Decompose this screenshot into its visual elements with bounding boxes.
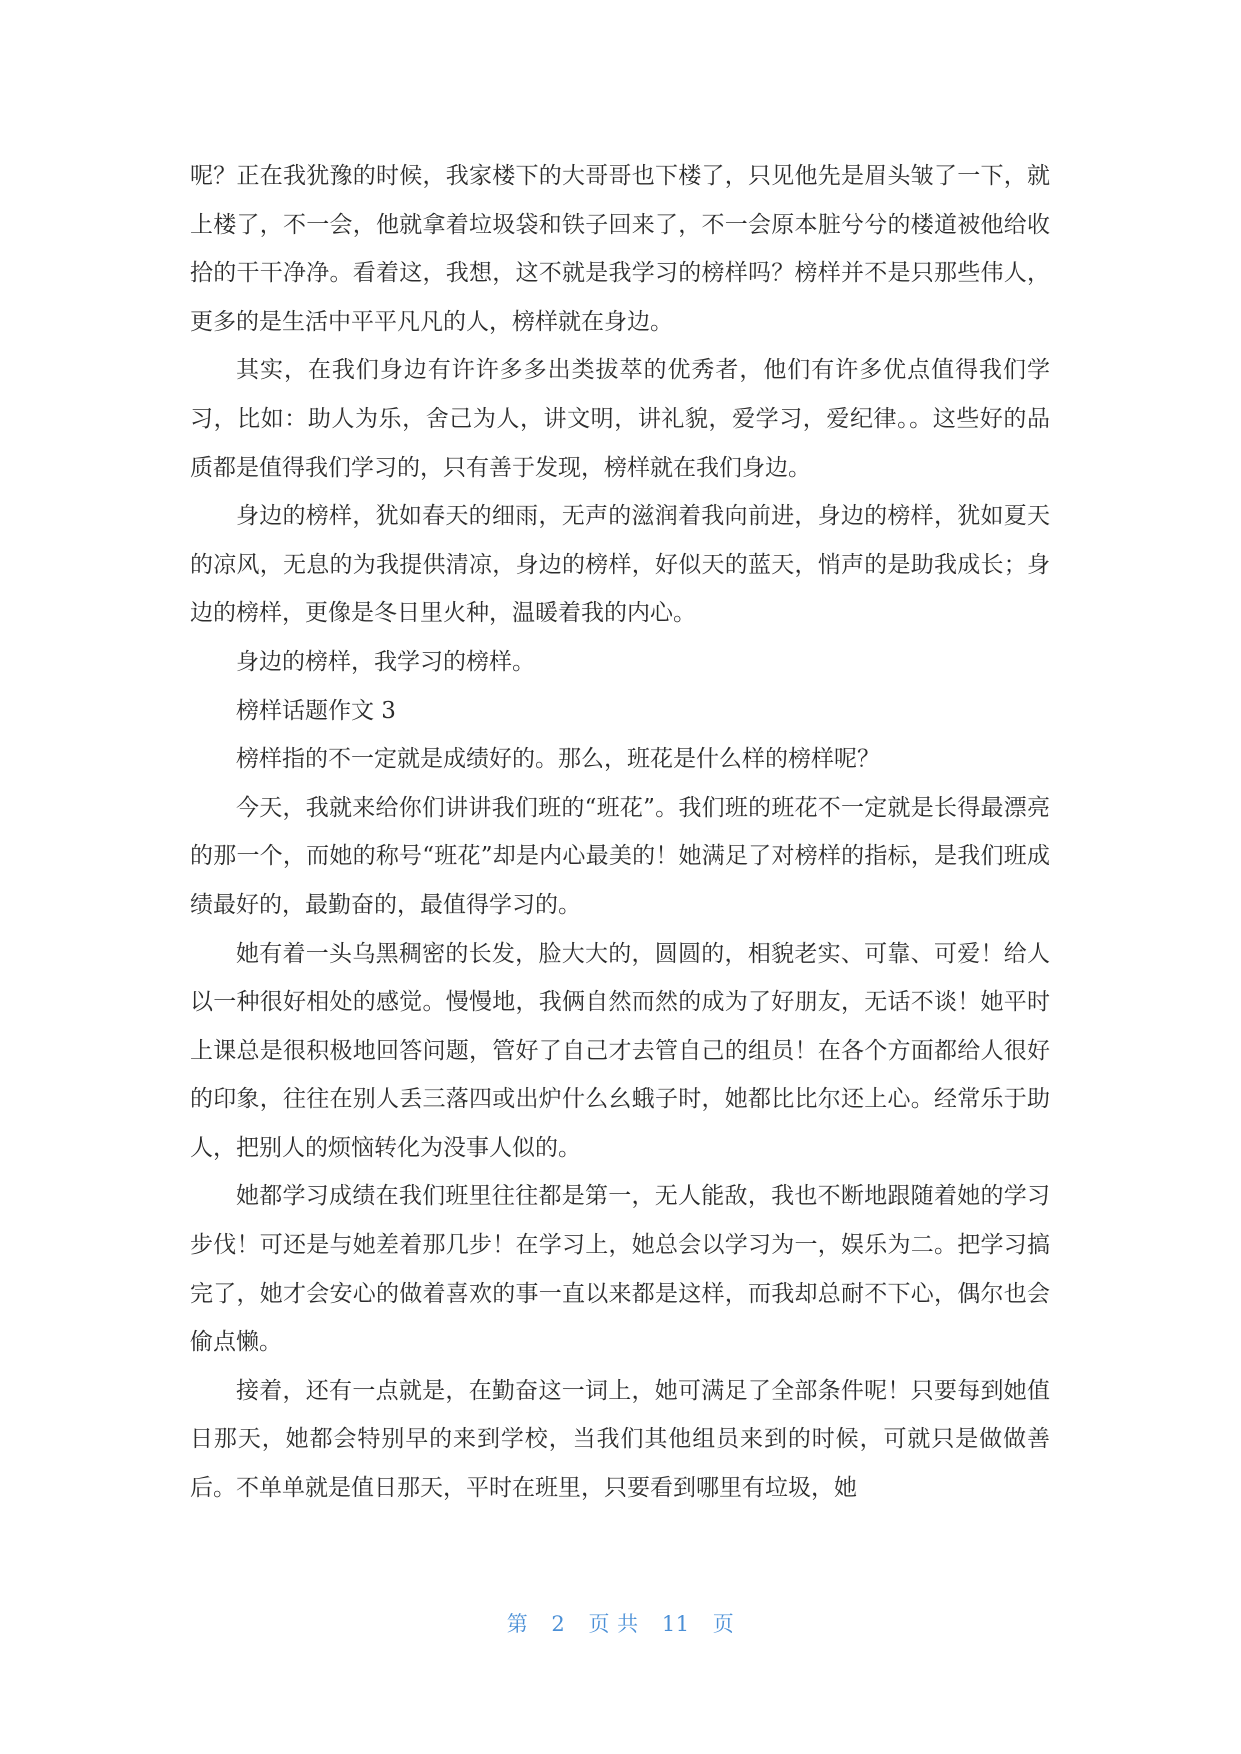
paragraph: 今天，我就来给你们讲讲我们班的“班花”。我们班的班花不一定就是长得最漂亮的那一个，而她的称号“班花”却是内心最美的！她满足了对榜样的指标，是我们班成绩最好的，最勤奋的，最值得学习的。 <box>190 794 1050 918</box>
paragraph-continuation: 呢？正在我犹豫的时候，我家楼下的大哥哥也下楼了，只见他先是眉头皱了一下，就上楼了，不一会，他就拿着垃圾袋和铁子回来了，不一会原本脏兮兮的楼道被他给收拾的干干净净。看着这，我想，这不就是我学习的榜样吗？榜样并不是只那些伟人，更多的是生活中平平凡凡的人，榜样就在身边。 <box>190 163 1050 335</box>
paragraph: 其实，在我们身边有许许多多出类拔萃的优秀者，他们有许多优点值得我们学习，比如：助人为乐，舍己为人，讲文明，讲礼貌，爱学习，爱纪律。。这些好的品质都是值得我们学习的，只有善于发现，榜样就在我们身边。 <box>190 357 1050 481</box>
body-text <box>190 152 1050 1513</box>
paragraph: 榜样指的不一定就是成绩好的。那么，班花是什么样的榜样呢？ <box>236 746 880 773</box>
footer-suffix: 页 <box>712 1612 735 1636</box>
section-heading: 榜样话题作文 3 <box>236 697 396 724</box>
paragraph: 她有着一头乌黑稠密的长发，脸大大的，圆圆的，相貌老实、可靠、可爱！给人以一种很好相处的感觉。慢慢地，我俩自然而然的成为了好朋友，无话不谈！她平时上课总是很积极地回答问题，管好了自己才去管自己的组员！在各个方面都给人很好的印象，往往在别人丢三落四或出炉什么幺蛾子时，她都比比尔还上心。经常乐于助人，把别人的烦恼转化为没事人似的。 <box>190 940 1050 1161</box>
footer-prefix: 第 <box>506 1612 529 1636</box>
page-footer <box>0 1608 1241 1638</box>
paragraph: 身边的榜样，我学习的榜样。 <box>236 648 535 675</box>
paragraph: 接着，还有一点就是，在勤奋这一词上，她可满足了全部条件呢！只要每到她值日那天，她都会特别早的来到学校，当我们其他组员来到的时候，可就只是做做善后。不单单就是值日那天，平时在班里，只要看到哪里有垃圾，她 <box>190 1377 1050 1502</box>
paragraph: 她都学习成绩在我们班里往往都是第一，无人能敌，我也不断地跟随着她的学习步伐！可还是与她差着那几步！在学习上，她总会以学习为一，娱乐为二。把学习搞完了，她才会安心的做着喜欢的事一直以来都是这样，而我却总耐不下心，偶尔也会偷点懒。 <box>190 1183 1050 1356</box>
footer-current-page: 2 <box>551 1612 566 1636</box>
paragraph: 身边的榜样，犹如春天的细雨，无声的滋润着我向前进，身边的榜样，犹如夏天的凉风，无息的为我提供清凉，身边的榜样，好似天的蓝天，悄声的是助我成长；身边的榜样，更像是冬日里火种，温暖着我的内心。 <box>190 503 1050 627</box>
footer-middle: 页 共 <box>588 1612 639 1636</box>
footer-total-pages: 11 <box>661 1612 690 1636</box>
